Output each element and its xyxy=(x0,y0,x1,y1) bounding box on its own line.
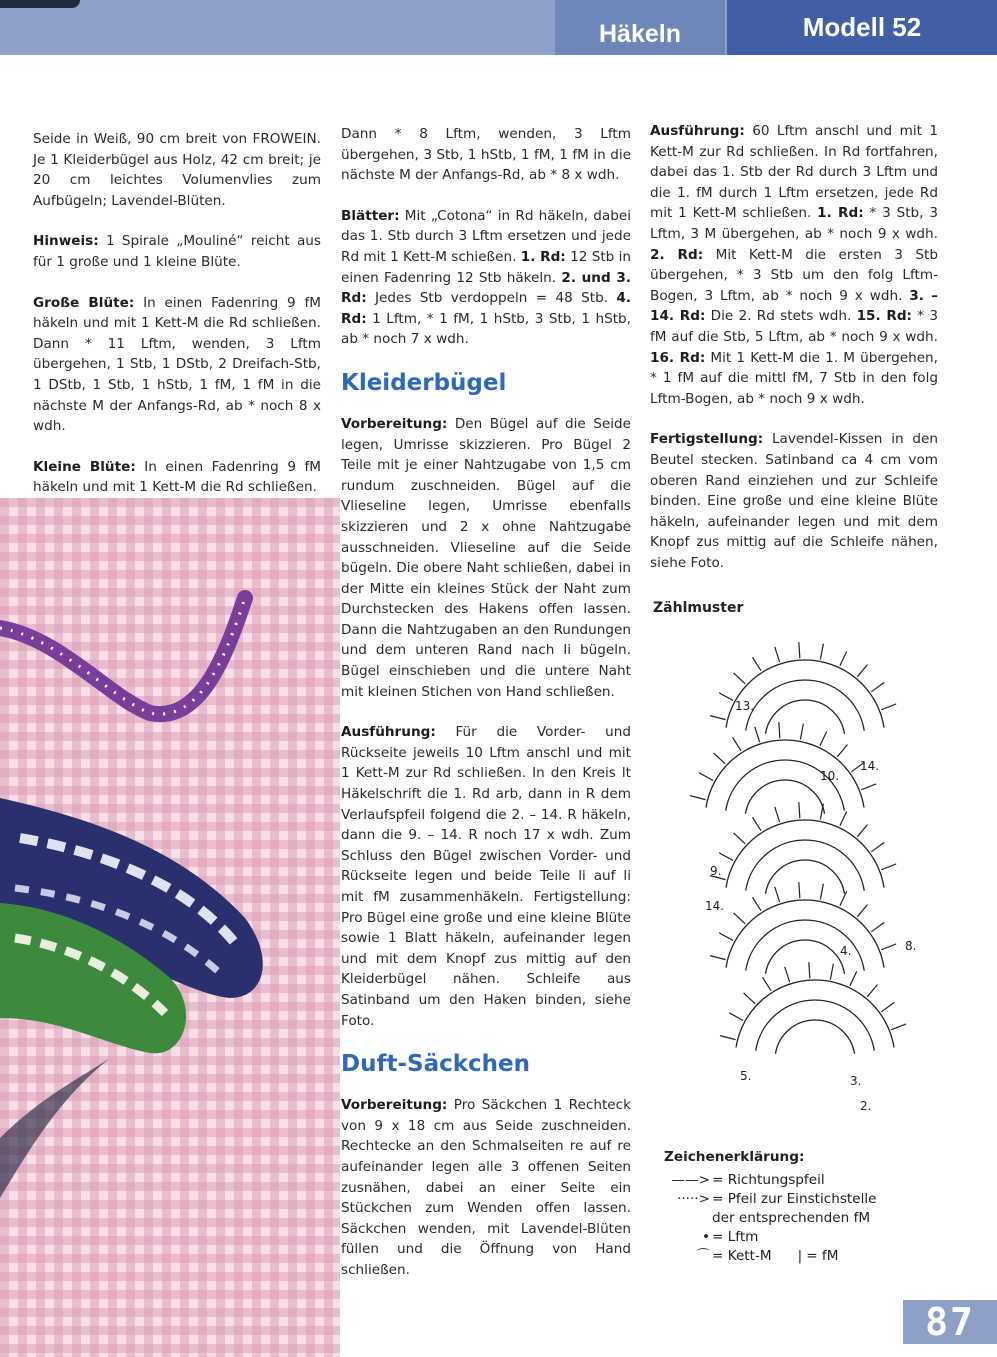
column-3 xyxy=(650,121,938,593)
legend-row: • = Lftm xyxy=(664,1228,877,1247)
chart-row-label: 9. xyxy=(710,864,722,878)
chart-tick xyxy=(840,891,847,905)
chart-arc xyxy=(726,760,845,811)
hinweis-paragraph: Hinweis: 1 Spirale „Mouliné“ reicht aus für 1 große und 1 kleine Blüte. xyxy=(33,233,321,270)
product-photo xyxy=(0,498,340,1357)
chart-tick xyxy=(840,651,847,665)
column-2 xyxy=(341,124,631,1301)
kleine-bluete-continued: Dann * 8 Lftm, wenden, 3 Lftm übergehen, 3 Stb, 1 hStb, 1 fM, 1 fM in die nächste M der Anfangs-Rd, ab * 8 x wdh. xyxy=(341,126,631,184)
kb-vorbereitung-paragraph: Vorbereitung: Den Bügel auf die Seide legen, Umrisse skizzieren. Pro Bügel 2 Teile mit je einer Nahtzugabe von 1,5 cm rundum zuschneiden. Bügel auf die Vlieseline legen, Umrisse ebenfalls skizzieren und 2 x ohne Nahtzugabe ausschneiden. Vlieseline auf die Seide bügeln. Die obere Naht schließen, dabei in der Mitte ein kleines Stück der Naht zum Durchstecken des Hakens offen lassen. Dann die Nahtzugaben an den Rundungen und dem unteren Rand nach li bügeln. Bügel einschieben und die untere Naht mit kleinen Stichen von Hand schließen. xyxy=(341,415,631,700)
chart-row-label: 4. xyxy=(840,944,852,958)
chart-tick xyxy=(881,944,896,950)
chart-tick xyxy=(785,967,790,982)
chart-tick xyxy=(871,922,884,931)
chart-tick xyxy=(850,971,857,985)
chart-tick xyxy=(762,977,771,991)
chart-tick xyxy=(719,933,733,941)
chart-tick xyxy=(720,1036,735,1040)
chart-tick xyxy=(837,744,847,756)
chart-tick xyxy=(714,753,726,764)
ds-vorbereitung-paragraph: Vorbereitung: Pro Säckchen 1 Rechteck von 9 x 18 cm aus Seide zuschneiden. Rechtecke an den Schmalseiten re auf re aufeinander legen alle 3 offenen Seiten zusnähen, dabei an einer Seite ein Stückchen zum Wenden offen lassen. Säckchen wenden, mit Lavendel-Blüten füllen und die Öffnung von Hand schließen. xyxy=(341,1097,631,1278)
chart-tick xyxy=(830,964,833,980)
chart-tick xyxy=(752,897,761,911)
arrow-icon: ——> xyxy=(671,1172,710,1188)
chart-tick xyxy=(779,722,780,738)
chart-tick xyxy=(799,642,800,658)
chart-tick xyxy=(881,1002,894,1011)
legend-row: ——> = Richtungspfeil xyxy=(664,1171,877,1190)
chart-tick xyxy=(820,804,823,820)
section-topic: Häkeln xyxy=(555,0,725,55)
blaetter-paragraph: Blätter: Mit „Cotona“ in Rd häkeln, dabei das 1. Stb durch 3 Lftm ersetzen und jede Rd mit 1 Kett-M schießen. 1. Rd: 12 Stb in einen Fadenring 12 Stb häkeln. 2. und 3. Rd: Jedes Stb verdoppeln = 48 Stb. 4. Rd: 1 Lftm, * 1 fM, 1 hStb, 3 Stb, 1 hStb, ab * noch 7 x wdh. xyxy=(341,207,631,348)
legend xyxy=(664,1148,877,1266)
chart-tick xyxy=(867,984,877,996)
chart-tick xyxy=(861,784,876,790)
kleine-bluete-paragraph: Kleine Blüte: In einen Fadenring 9 fM häkeln und mit 1 Kett-M die Rd schließen. xyxy=(33,458,322,496)
chart-row-label: 2. xyxy=(860,1099,872,1113)
chart-row-label: 3. xyxy=(850,1074,862,1088)
chart-tick xyxy=(734,833,746,844)
ds-ausfuehrung-paragraph: Ausführung: 60 Lftm anschl und mit 1 Kett-M zur Rd schließen. In Rd fortfahren, dabei das 1. Stb der Rd durch 3 Lftm und die 1. fM durch 1 Lftm ersetzen, jede Rd mit 1 Kett-M schließen. 1. Rd: * 3 Stb, 3 Lftm, 3 M übergehen, ab * noch 9 x wdh. 2. Rd: Mit Kett-M die ersten 3 Stb übergehen, * 3 Stb um den folg Lftm-Bogen, 3 Lftm, ab * noch 9 x wdh. 3. – 14. Rd: Die 2. Rd stets wdh. 15. Rd: * 3 fM auf die Stb, 5 Lftm, ab * noch 9 x wdh. 16. Rd: Mit 1 Kett-M die 1. M übergehen, * 1 fM auf die mittl fM, 7 Stb in den folg Lftm-Bogen, ab * noch 9 x wdh. xyxy=(650,123,939,407)
chart-arc xyxy=(775,1020,854,1054)
chart-tick xyxy=(799,882,800,898)
chart-tick xyxy=(719,853,733,861)
chart-arc xyxy=(746,680,865,731)
chart-arc xyxy=(745,780,824,814)
dot-icon: • xyxy=(701,1229,710,1245)
column-1 xyxy=(33,129,321,518)
chart-tick xyxy=(732,737,741,751)
chart-tick xyxy=(799,802,800,818)
chart-tick xyxy=(800,724,803,740)
chart-tick xyxy=(871,682,884,691)
crochet-hanger-illustration xyxy=(0,498,340,1357)
dotted-arrow-icon: ·····> xyxy=(677,1191,710,1207)
chart-row-label: 10. xyxy=(820,769,840,783)
legend-title: Zeichenerklärung: xyxy=(664,1149,805,1165)
chart-tick xyxy=(752,817,761,831)
chart-tick xyxy=(857,824,867,836)
legend-row: ·····> = Pfeil zur Einstichstelle xyxy=(664,1190,877,1209)
fertigstellung-paragraph: Fertigstellung: Lavendel-Kissen in den Beutel stecken. Satinband ca 4 cm vom oberen Rand einziehen und zur Schleife binden. Eine große und eine kleine Blüte häkeln, aufeinander legen und mit dem Knopf zus mittig auf die Schleife nähen, siehe Foto. xyxy=(650,431,938,571)
chart-tick xyxy=(775,887,780,902)
model-number: Modell 52 xyxy=(727,0,997,55)
legend-row: der entsprechenden fM xyxy=(712,1210,871,1226)
chart-arc xyxy=(765,700,844,734)
chart-tick xyxy=(840,811,847,825)
chart-tick xyxy=(719,693,733,701)
chart-tick xyxy=(820,644,823,660)
chart-row-label: 13. xyxy=(735,699,755,713)
chart-tick xyxy=(699,773,713,781)
kb-ausfuehrung-paragraph: Ausführung: Für die Vorder- und Rückseite jeweils 10 Lftm anschl und mit 1 Kett-M zur Rd schließen. In den Kreis lt Häkelschrift die 1. Rd arb, dann in R dem Verlaufspfeil folgend die 2. – 14. R häkeln, dann die 9. – 14. R noch 17 x wdh. Zum Schluss den Bügel zwischen Vorder- und Rückseite legen und beide Teile li auf li mit fM zusammenhäkeln. Fertigstellung: Pro Bügel eine große und eine kleine Blüte sowie 1 Blatt häkeln, aufeinander legen und mit dem Knopf zus mittig auf den Kleiderbügel nähen. Schleife aus Satinband um den Haken binden, siehe Foto. xyxy=(341,724,631,1029)
chart-tick xyxy=(752,657,761,671)
chart-tick xyxy=(881,864,896,870)
chart-tick xyxy=(891,1024,906,1030)
chart-arc xyxy=(756,1000,875,1051)
legend-row: ⌒ = Kett-M | = fM xyxy=(664,1247,877,1266)
chart-row-label: 5. xyxy=(740,1069,752,1083)
chart-tick xyxy=(871,842,884,851)
diagram-title: Zählmuster xyxy=(653,600,744,616)
chart-tick xyxy=(809,962,810,978)
chart-row-label: 14. xyxy=(705,899,725,913)
chart-tick xyxy=(710,956,725,960)
chart-tick xyxy=(710,716,725,720)
chart-row-label: 14. xyxy=(860,759,880,773)
chart-tick xyxy=(775,647,780,662)
chart-tick xyxy=(734,913,746,924)
arc-icon: ⌒ xyxy=(696,1248,710,1264)
header-corner-shape xyxy=(0,0,80,8)
heading-duft-saeckchen: Duft-Säckchen xyxy=(341,1051,531,1078)
heading-kleiderbuegel: Kleiderbügel xyxy=(341,369,507,396)
chart-tick xyxy=(690,796,705,800)
chart-arc xyxy=(765,860,844,894)
grosse-bluete-paragraph: Große Blüte: In einen Fadenring 9 fM häkeln und mit 1 Kett-M die Rd schließen. Dann * 11 Lftm, wenden, 3 Lftm übergehen, 1 Stb, 1 DStb, 2 Dreifach-Stb, 1 DStb, 1 Stb, 1 hStb, 1 fM, 1 fM in die nächste M der Anfangs-Rd, ab * noch 8 x wdh. xyxy=(33,294,321,435)
bar-icon: | xyxy=(797,1248,803,1264)
chart-tick xyxy=(857,664,867,676)
chart-tick xyxy=(820,731,827,745)
materials-text: Seide in Weiß, 90 cm breit von FROWEIN. Je 1 Kleiderbügel aus Holz, 42 cm breit; je 20 cm leichtes Volumenvlies zum Aufbügeln; Lavendel-Blüten. xyxy=(33,131,321,209)
chart-tick xyxy=(734,673,746,684)
chart-tick xyxy=(755,727,760,742)
chart-tick xyxy=(820,884,823,900)
chart-row-label: 8. xyxy=(905,939,917,953)
page-number: 87 xyxy=(903,1300,997,1344)
chart-tick xyxy=(881,704,896,710)
chart-tick xyxy=(775,807,780,822)
chart-arc xyxy=(746,840,865,891)
crochet-chart xyxy=(655,620,955,1130)
chart-tick xyxy=(729,1013,743,1021)
chart-tick xyxy=(744,993,756,1004)
chart-tick xyxy=(857,904,867,916)
